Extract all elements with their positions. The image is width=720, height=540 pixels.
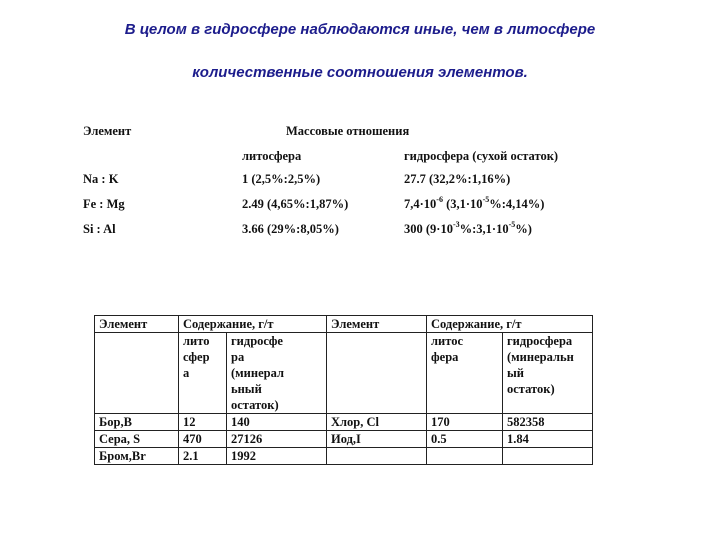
ratio-row-element: Si : Al [83,222,116,236]
ratio-subheader-litho: литосфера [242,149,302,163]
header-content-1: Содержание, г/т [179,316,327,333]
table-row [95,448,593,465]
header-element-1: Элемент [95,316,179,333]
header-element-2: Элемент [327,316,427,333]
ratio-subheader-hydro: гидросфера (сухой остаток) [404,149,559,163]
subheader-litho-1: лито сфер а [179,333,227,414]
cell-hydro: 1.84 [503,431,593,448]
table-row [95,431,593,448]
heading-line-1: В целом в гидросфере наблюдаются иные, чем в литосфере [124,21,596,38]
ratio-row-litho: 2.49 (4,65%:1,87%) [242,197,349,211]
ratio-row-hydro: 300 $(9\cdot 10^{-3}\%:3,1\cdot 10^{-5}\%)$ [404,220,532,236]
subheader-hydro-2: гидросфера (минеральн ый остаток) [503,333,593,414]
header-content-2: Содержание, г/т [427,316,593,333]
ratio-header-element: Элемент [83,124,132,138]
ratio-row-litho: 3.66 (29%:8,05%) [242,222,339,236]
cell-litho: 0.5 [427,431,503,448]
subheader-litho-2: литос фера [427,333,503,414]
cell-litho: 2.1 [179,448,227,465]
cell-litho: 170 [427,414,503,431]
table-subheader-row [95,333,593,414]
content-table [94,315,593,465]
subheader-empty [95,333,179,414]
ratio-row-hydro: 27.7 (32,2%:1,16%) [404,172,511,186]
cell-litho: 470 [179,431,227,448]
ratio-row-element: Na : K [83,172,119,186]
ratio-row-litho: 1 (2,5%:2,5%) [242,172,321,186]
subheader-hydro-1: гидросфе ра (минерал ьный остаток) [227,333,327,414]
cell-hydro: 582358 [503,414,593,431]
table-row [95,414,593,431]
cell-element: Иод,I [327,431,427,448]
cell-element: Бром,Br [95,448,179,465]
ratio-row-element: Fe : Mg [83,197,125,211]
cell-hydro: 27126 [227,431,327,448]
cell-hydro: 1992 [227,448,327,465]
cell-element: Хлор, Cl [327,414,427,431]
heading-line-2: количественные соотношения элементов. [192,64,528,81]
ratio-row-hydro: $7,4\cdot 10^{-6}$ $(3,1\cdot 10^{-5}\%:4,14\%)$ [404,195,545,211]
cell-element: Сера, S [95,431,179,448]
cell-litho: 12 [179,414,227,431]
cell-hydro: 140 [227,414,327,431]
cell-element: Бор,В [95,414,179,431]
table-header-row [95,316,593,333]
cell-litho [427,448,503,465]
subheader-empty [327,333,427,414]
ratio-header-mass: Массовые отношения [286,124,410,138]
cell-element [327,448,427,465]
cell-hydro [503,448,593,465]
